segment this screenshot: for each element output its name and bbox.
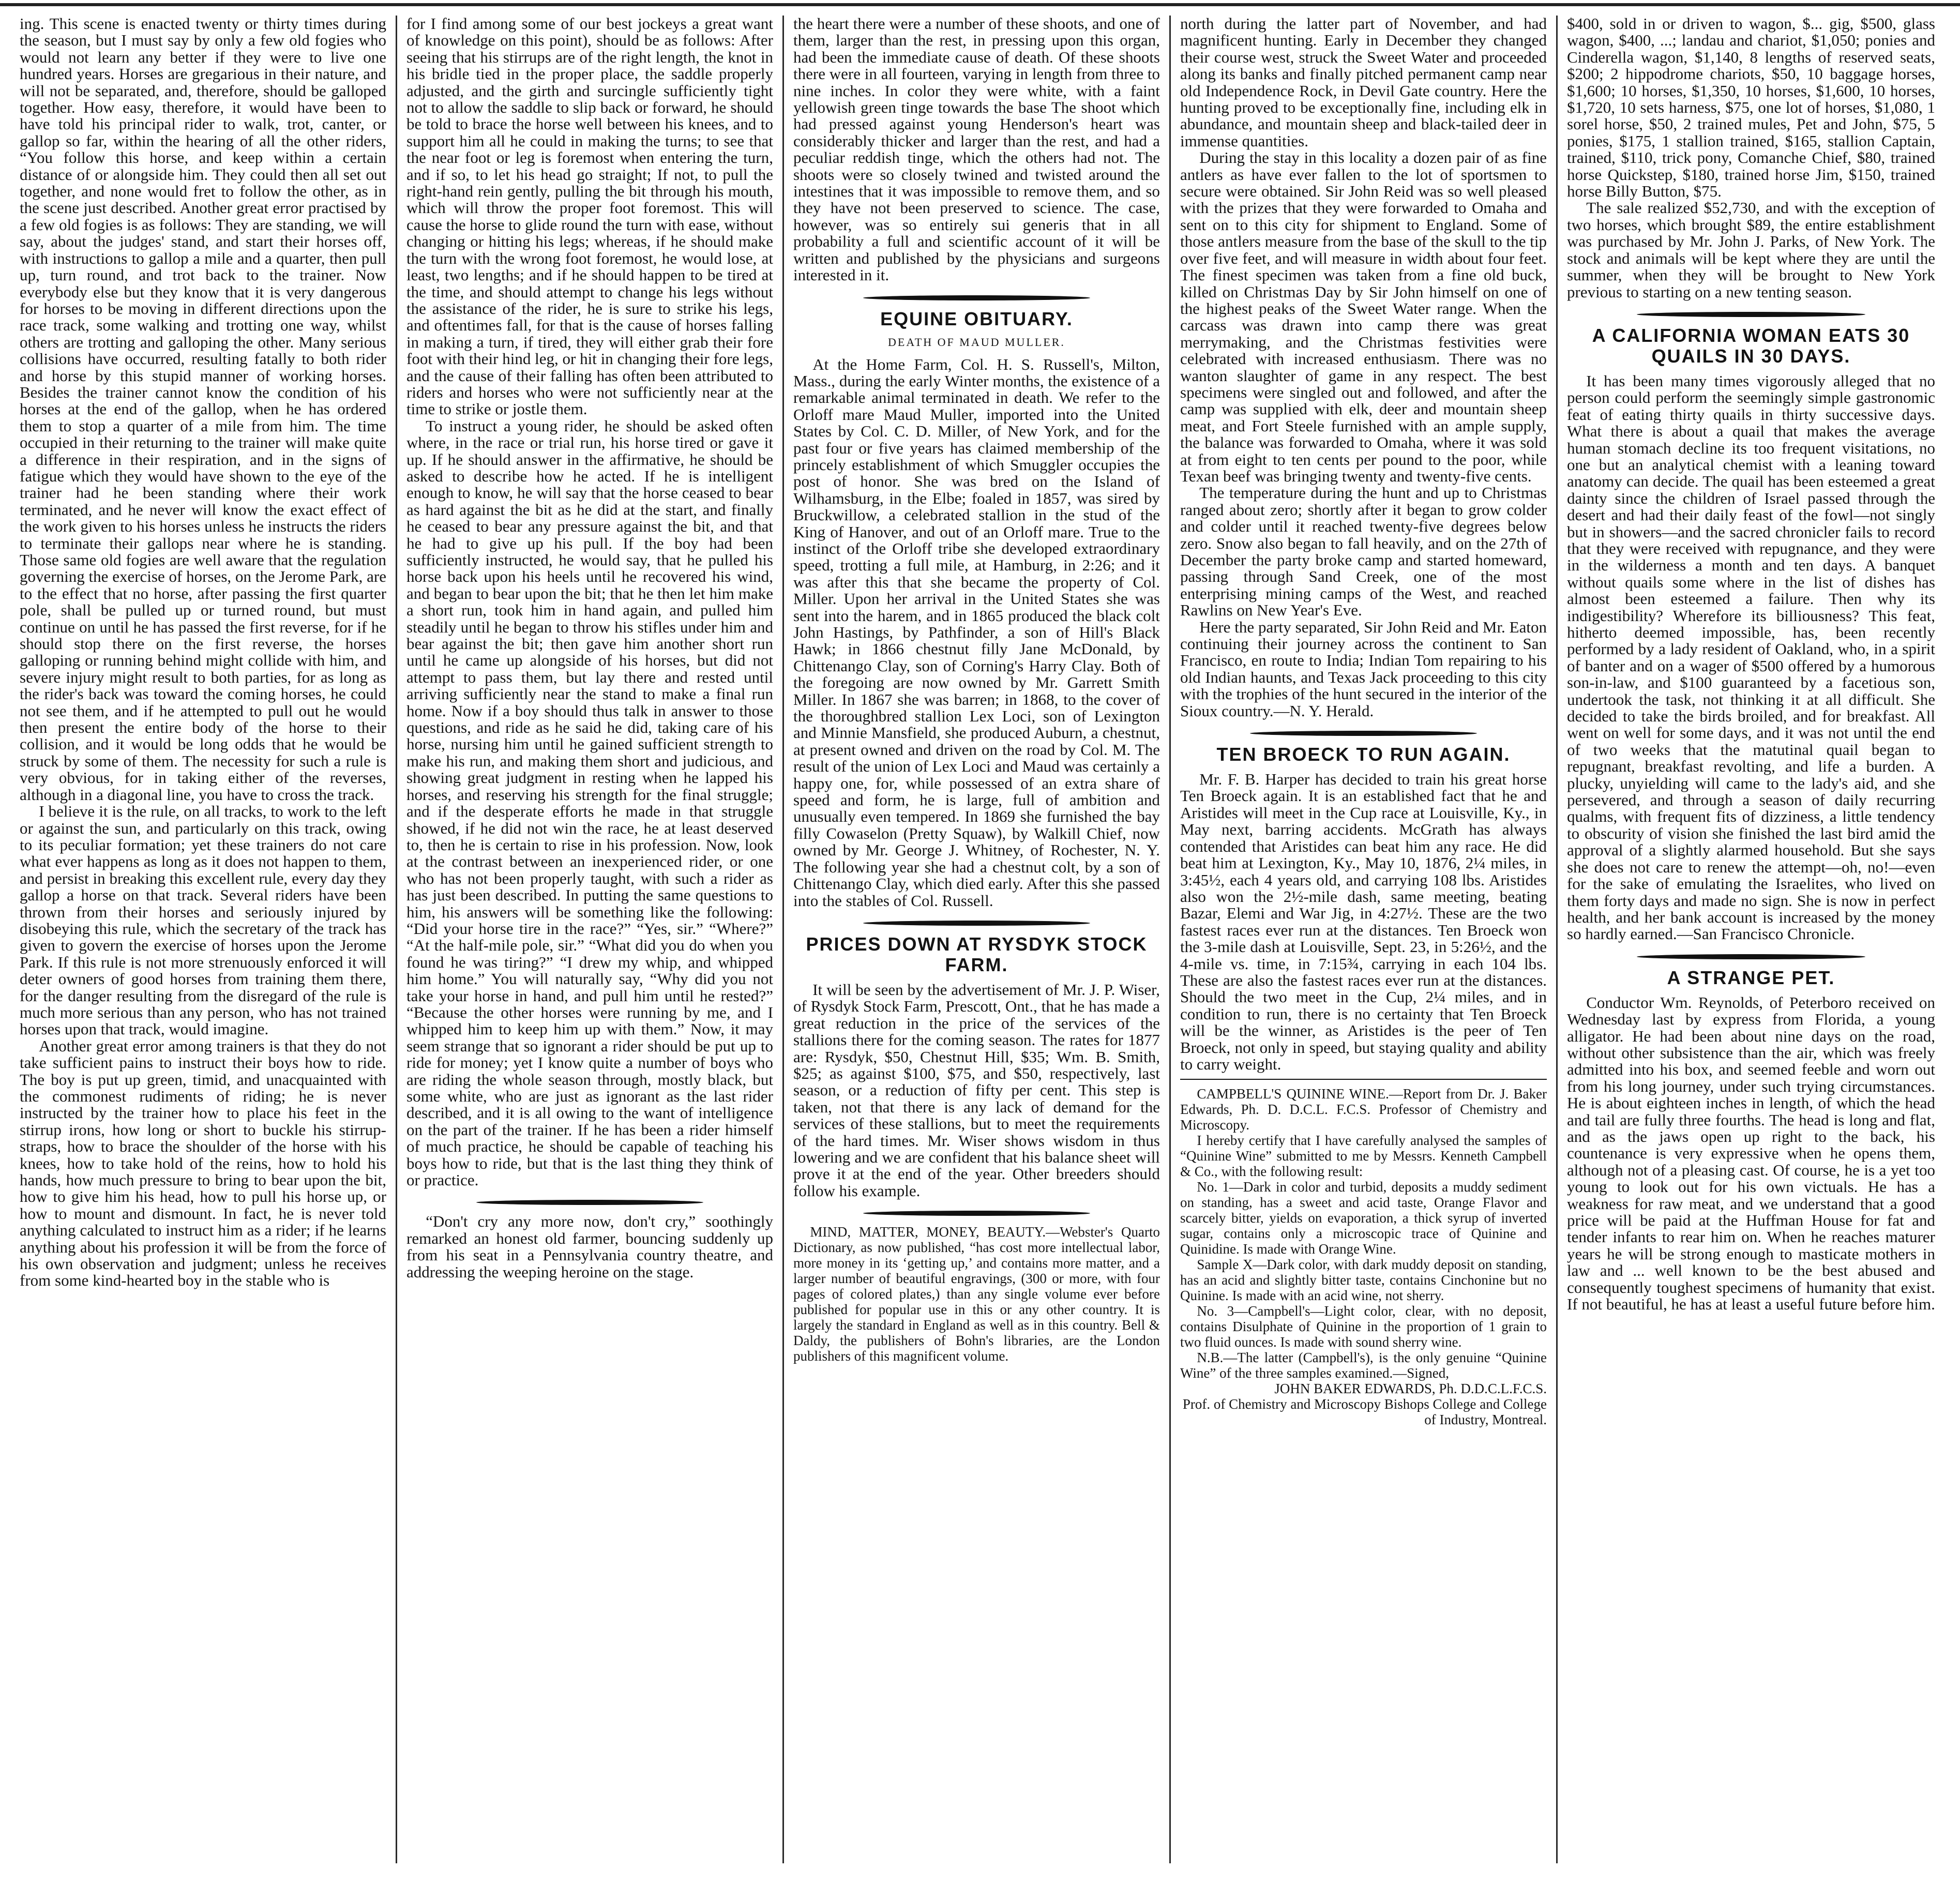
divider	[1180, 1079, 1547, 1080]
article-text: The temperature during the hunt and up to Christmas ranged about zero; shortly after it began to grow colder and colder until it reached twenty-five degrees below zero. Snow also began to fall heavily, and on the 27th of December the party broke camp and started homeward, passing through Sand Creek, one of the most enterprising mining camps of the West, and reached Rawlins on New Year's Eve.	[1180, 484, 1547, 620]
quinine-line: I hereby certify that I have carefully analysed the samples of “Quinine Wine” submitted to me by Messrs. Kenneth Campbell & Co., with the following result:	[1180, 1133, 1547, 1180]
article-text: $400, sold in or driven to wagon, $... gig, $500, glass wagon, $400, ...; landau and chariot, $1,050; ponies and Cinderella wagon, $1,140, 8 lengths of reserved seats, $200; 2 hippodrome chariots, $50, 10 baggage horses, $1,600; 10 horses, $1,350, 10 horses, $1,600, 10 horses, $1,720, 10 sets harness, $75, one lot of horses, $1,080, 1 sorel horse, $50, 2 trained mules, Pet and John, $75, 5 ponies, $175, 1 stallion trained, $165, stallion Captain, trained, $110, trick pony, Comanche Chief, $80, trained horse Quickstep, $180, trained horse Jim, $150, trained horse Billy Button, $75.	[1567, 16, 1935, 201]
article-text: for I find among some of our best jockeys a great want of knowledge on this point), should be as follows: After seeing that his stirrups are of the right length, the knot in his bridle tied in the proper place, the saddle properly adjusted, and the girth and surcingle sufficiently tight not to allow the saddle to slip back or forward, he should be told to brace the horse well between his knees, and to support him all he could in making the turns; to see that the near foot or leg is foremost when entering the turn, and if so, to let his head go straight; If not, to pull the right-hand rein gently, pulling the bit through his mouth, which will throw the proper foot foremost. This will cause the horse to glide round the turn with ease, without changing or hitting his legs; whereas, if he should make the turn with the wrong foot foremost, he would lose, at least, two lengths; and if he should happen to be tired at the time, and should attempt to change his legs without the assistance of the rider, he is sure to strike his legs, and oftentimes fall, for that is the cause of horses falling in making a turn, if tired, they will either grab their fore foot with their hind leg, or hit in changing their fore legs, and the cause of their falling has often been attributed to riders and horses who were not sufficiently near at the time to strike or jostle them.	[406, 16, 773, 418]
column-2	[397, 16, 784, 1863]
separator	[793, 921, 1160, 926]
separator	[793, 1211, 1160, 1216]
equine-obituary-text: At the Home Farm, Col. H. S. Russell's, Milton, Mass., during the early Winter months, the existence of a remarkable animal terminated in death. We refer to the Orloff mare Maud Muller, imported into the United States by Col. C. D. Miller, of New York, and for the past four or five years has claimed membership of the princely establishment of which Smuggler occupies the post of honor. She was bred on the Island of Wilhamsburg, in the Elbe; foaled in 1857, was sired by Bruckwillow, a celebrated stallion in the stud of the King of Hanover, and out of an Orloff mare. True to the instinct of the Orloff tribe she developed extraordinary speed, trotting a full mile, at Hamburg, in 2:26; and it was after this that she became the property of Col. Miller. Upon her arrival in the United States she was sent into the harem, and in 1865 produced the black colt John Hastings, by Pathfinder, a son of Hill's Black Hawk; in 1866 chestnut filly Jane McDonald, by Chittenango Clay, son of Corning's Harry Clay. Both of the foregoing are now owned by Mr. Garrett Smith Miller. In 1867 she was barren; in 1868, to the cover of the thoroughbred stallion Lex Loci, son of Lexington and Minnie Mansfield, she produced Auburn, a chestnut, at present owned and driven on the road by Col. M. The result of the union of Lex Loci and Maud was certainly a happy one, for, while possessed of an extra share of speed and form, he is large, full of ambition and unusually even tempered. In 1869 she furnished the bay filly Cowaselon (Pretty Squaw), by Walkill Chief, now owned by Mr. George J. Whitney, of Rochester, N. Y. The following year she had a chestnut colt, by a son of Chittenango Clay, which died early. After this she passed into the stables of Col. Russell.	[793, 355, 1160, 910]
separator	[793, 295, 1160, 300]
article-text: The sale realized $52,730, and with the exception of two horses, which brought $89, the entire establishment was purchased by Mr. John J. Parks, of New York. The stock and animals will be kept where they are until the summer, when they will be brought to New York previous to starting on a new tenting season.	[1567, 199, 1935, 301]
column-3	[784, 16, 1171, 1863]
top-rule	[0, 3, 1960, 6]
strange-pet-text: Conductor Wm. Reynolds, of Peterboro received on Wednesday last by express from Florida, a young alligator. He had been about nine days on the road, without other subsistence than the air, which was freely admitted into his box, and seemed feeble and worn out from his long journey, under such trying circumstances. He is about eighteen inches in length, of which the head and tail are fully three fourths. The head is long and flat, and as the jaws open up right to the back, his countenance is very expressive when he opens them, although not of a pleasing cast. Of course, he is a yet too young to look out for his own victuals. He has a weakness for raw meat, and we understand that a good price will be paid at the Huffman House for fat and tender infants to rear him on. When he reaches maturer years he will be strong enough to masticate mothers in law and ... well known to be the best abused and consequently toughest specimens of humanity that exist. If not beautiful, he has at least a useful future before him.	[1567, 993, 1935, 1314]
article-text: I believe it is the rule, on all tracks, to work to the left or against the sun, and particularly on this track, owing to its peculiar formation; yet these trainers do not care what ever happens as long as it does not happen to them, and persist in breaking this excellent rule, every day they gallop a horse on that track. Several riders have been thrown from their horses and seriously injured by disobeying this rule, which the secretary of the track has given to govern the exercise of horses upon the Jerome Park. If this rule is not more strenuously enforced it will deter owners of good horses from training them there, for the danger resulting from the disregard of the rule is much more serious than any person, who has not trained horses upon that track, would imagine.	[20, 802, 386, 1038]
separator	[406, 1200, 773, 1205]
headline-ten-broeck: TEN BROECK TO RUN AGAIN.	[1216, 744, 1511, 765]
prices-down-text: It will be seen by the advertisement of Mr. J. P. Wiser, of Rysdyk Stock Farm, Prescott, Ont., that he has made a great reduction in the price of the services of the stallions there for the coming season. The rates for 1877 are: Rysdyk, $50, Chestnut Hill, $35; Wm. B. Smith, $25; as against $100, $75, and $50, respectively, last season, or a reduction of fifty per cent. This step is taken, not that there is any lack of demand for the services of these stallions, but to meet the requirements of the hard times. Mr. Wiser shows wisdom in thus lowering and we are confident that his balance sheet will prove it at the end of the year. Other breeders should follow his example.	[793, 980, 1160, 1200]
article-text: Here the party separated, Sir John Reid and Mr. Eaton continuing their journey across the continent to San Francisco, en route to India; Indian Tom repairing to his old Indian haunts, and Texas Jack proceeding to this city with the trophies of the hunt secured in the interior of the Sioux country.—N. Y. Herald.	[1180, 617, 1547, 720]
dictionary-notice: MIND, MATTER, MONEY, BEAUTY.—Webster's Quarto Dictionary, as now published, “has cost more intellectual labor, more money in its ‘getting up,’ and contains more matter, and a larger number of beautiful engravings, (300 or more, with four pages of colored plates,) than any single volume ever before published for popular use in this or any other country. It is largely the standard in England as well as in this country. Bell & Daldy, the publishers of Bohn's libraries, are the London publishers of this magnificent volume.	[793, 1224, 1160, 1364]
quinine-line: N.B.—The latter (Campbell's), is the only genuine “Quinine Wine” of the three samples examined.—Signed,	[1180, 1350, 1547, 1381]
article-text: Another great error among trainers is that they do not take sufficient pains to instruct their boys how to ride. The boy is put up green, timid, and unacquainted with the commonest rudiments of riding; he is never instructed by the trainer how to place his feet in the stirrup irons, how long or short to buckle his stirrup-straps, how to brace the shoulder of the horse with his knees, how to take hold of the reins, how to hold his hands, how much pressure to bring to bear upon the bit, how to give him his head, how to pull his horse up, or how to mount and dismount. In fact, he is never told anything calculated to instruct him as a rider; if he learns anything about his profession it will be from the force of his own observation and judgment; unless he receives from some kind-hearted boy in the stable who is	[20, 1036, 386, 1290]
separator	[1180, 731, 1547, 736]
separator	[1567, 312, 1935, 317]
quinine-line: Sample X—Dark color, with dark muddy deposit on standing, has an acid and slightly bitter taste, contains Cinchonine but no Quinine. Is made with an acid wine, not sherry.	[1180, 1257, 1547, 1304]
subhead-maud-muller: DEATH OF MAUD MULLER.	[888, 335, 1065, 349]
separator	[1567, 954, 1935, 959]
quinine-line: No. 3—Campbell's—Light color, clear, with no deposit, contains Disulphate of Quinine in the proportion of 1 grain to two fluid ounces. Is made with sound sherry wine.	[1180, 1303, 1547, 1350]
headline-prices-down: PRICES DOWN AT RYSDYK STOCK FARM.	[806, 933, 1148, 975]
quinine-intro: CAMPBELL'S QUININE WINE.—Report from Dr. J. Baker Edwards, Ph. D. D.C.L. F.C.S. Professor of Chemistry and Microscopy.	[1180, 1086, 1547, 1133]
headline-strange-pet: A STRANGE PET.	[1667, 967, 1835, 988]
column-1	[10, 16, 397, 1863]
article-text: During the stay in this locality a dozen pair of as fine antlers as have ever fallen to the lot of sportsmen to secure were obtained. Sir John Reid was so well pleased with the prizes that they were forwarded to Omaha and sent on to this city for shipment to England. Some of those antlers measure from the base of the skull to the tip over five feet, and will measure in width about four feet. The finest specimen was taken from a fine old buck, killed on Christmas Day by Sir John himself on one of the highest peaks of the Sweet Water range. When the carcass was drawn into camp there was great merrymaking, and the Christmas festivities were celebrated with increased enthusiasm. There was no wanton slaughter of game in any respect. The best specimens were singled out and followed, and after the camp was supplied with elk, deer and mountain sheep meat, and Fort Steele furnished with an ample supply, the balance was forwarded to Omaha, where it was sold at from eight to ten cents per pound to the poor, while Texan beef was bringing twenty and twenty-five cents.	[1180, 148, 1547, 485]
california-woman-text: It has been many times vigorously alleged that no person could perform the seemingly simple gastronomic feat of eating thirty quails in thirty successive days. What there is about a quail that makes the average human stomach decline its too frequent visitations, no one but an analytical chemist with a leaning toward anatomy can decide. The quail has been esteemed a great dainty since the children of Israel passed through the desert and had their daily feast of the fowl—not singly but in showers—and the sacred chronicler fails to record that they were received with repugnance, and they were in the wilderness a month and ten days. A banquet without quails some where in the list of dishes has almost been esteemed a failure. Then why its indigestibility? Wherefore its billiousness? This feat, hitherto deemed impossible, has, been recently performed by a lady resident of Oakland, who, in a spirit of banter and on a wager of $500 offered by a humorous son-in-law, and $100 guaranteed by a facetious son, undertook the task, not thinking it at all difficult. She decided to take the birds broiled, and for breakfast. All went on well for some days, and it was not until the end of two weeks that the matutinal quail began to repugnant, breakfast revolting, and life a burden. A plucky, unyielding will came to the lady's aid, and she persevered, and through a season of daily recurring qualms, with frequent fits of dizziness, a little tendency to obscurity of vision she finished the last bird amid the approval of a slightly alarmed household. But she says she does not care to renew the attempt—oh, no!—even for the sake of emulating the Israelites, who lived on them forty days and made no sign. She is now in perfect health, and her bank account is increased by the money so hardly earned.—San Francisco Chronicle.	[1567, 371, 1935, 943]
anecdote-text: “Don't cry any more now, don't cry,” soothingly remarked an honest old farmer, bouncing suddenly up from his seat in a Pennsylvania country theatre, and addressing the weeping heroine on the stage.	[406, 1212, 773, 1281]
article-text: the heart there were a number of these shoots, and one of them, larger than the rest, in pressing upon this organ, had been the immediate cause of death. Of these shoots there were in all fourteen, varying in length from three to nine inches. In color they were white, with a faint yellowish green tinge towards the base The shoot which had pressed against young Henderson's heart was considerably thicker and larger than the rest, and had a peculiar reddish tinge, which the others had not. The shoots were so closely twined and twisted around the intestines that it was impossible to remove them, and so they have not been preserved to science. The case, however, was so entirely sui generis that in all probability a full and scientific account of it will be written and published by the physicians and surgeons interested in it.	[793, 16, 1160, 284]
quinine-signature-title: Prof. of Chemistry and Microscopy Bishops College and College of Industry, Montreal.	[1182, 1396, 1547, 1428]
article-text: To instruct a young rider, he should be asked often where, in the race or trial run, his horse tired or gave it up. If he should answer in the affirmative, he should be asked to describe how he acted. If he is intelligent enough to know, he will say that the horse ceased to bear as hard against the bit as he did at the start, and finally he ceased to bear any pressure against the bit, and that he had to give up his pull. If the boy had been sufficiently instructed, he would say, that he pulled his horse back upon his heels until he recovered his wind, and began to bear upon the bit; that he then let him make a short run, took him in hand again, and pulled him steadily until he began to throw his stifles under him and bear against the bit; then gave him another short run until he came up alongside of his horses, but did not attempt to pass them, but lay there and rested until arriving sufficiently near the stand to make a final run home. Now if a boy should thus talk in answer to those questions, and ride as he said he did, taking care of his horse, nursing him until he gained sufficient strength to make his run, and making them short and judicious, and showing great judgment in resting when he lapped his horses, and reserving his strength for the final struggle; and if the desperate efforts he made in that struggle showed, if he did not win the race, he at least deserved to, then he is certain to rise in his profession. Now, look at the contrast between an inexperienced rider, or one who has not been properly taught, with such a rider as has just been described. In putting the same questions to him, his answers will be something like the following: “Did your horse tire in the race?” “Yes, sir.” “Where?” “At the half-mile pole, sir.” “What did you do when you found he was tiring?” “I drew my whip, and whipped him home.” You will naturally say, “Why did you not take your horse in hand, and pull him until he rested?” “Because the other horses were running by me, and I whipped him to keep him up with them.” Now, it may seem strange that so ignorant a rider should be put up to ride for money; yet I know quite a number of boys who are riding the whole season through, mostly black, but some white, who are just as ignorant as the last rider described, and it is all owing to the want of intelligence on the part of the trainer. If he has been a rider himself of much practice, he should be capable of teaching his boys how to ride, but that is the last thing they think of or practice.	[406, 416, 773, 1189]
article-text: north during the latter part of November, and had magnificent hunting. Early in December they changed their course west, struck the Sweet Water and proceeded along its banks and finally pitched permanent camp near old Independence Rock, in Devil Gate country. Here the hunting proved to be exceptionally fine, including elk in abundance, and mountain sheep and black-tailed deer in immense quantities.	[1180, 16, 1547, 150]
column-5	[1558, 16, 1944, 1863]
quinine-line: No. 1—Dark in color and turbid, deposits a muddy sediment on standing, has a sweet and acid taste, Orange Flavor and scarcely bitter, yields on evaporation, a thick syrup of inverted sugar, contains only a microscopic trace of Quinine and Quinidine. Is made with Orange Wine.	[1180, 1179, 1547, 1257]
headline-equine-obituary: EQUINE OBITUARY.	[880, 308, 1073, 329]
columns	[10, 16, 1944, 1863]
ten-broeck-text: Mr. F. B. Harper has decided to train his great horse Ten Broeck again. It is an established fact that he and Aristides will meet in the Cup race at Louisville, Ky., in May next, barring accidents. McGrath has always contended that Aristides can beat him any race. He did beat him at Lexington, Ky., May 10, 1876, 2¼ miles, in 3:45½, each 4 years old, and carrying 108 lbs. Aristides also won the 2½-mile dash, same meeting, beating Bazar, Elemi and War Jig, in 4:27½. These are the two fastest races ever run at the distances. Ten Broeck won the 3-mile dash at Louisville, Sept. 23, in 5:26½, and the 4-mile vs. time, in 7:15¾, carrying in each 104 lbs. These are also the fastest races ever run at the distances. Should the two meet in the Cup, 2¼ miles, and in condition to run, there is no certainty that Ten Broeck will be the winner, as Aristides is the peer of Ten Broeck, not only in speed, but staying quality and ability to carry weight.	[1180, 770, 1547, 1073]
headline-california-woman: A CALIFORNIA WOMAN EATS 30 QUAILS IN 30 DAYS.	[1592, 324, 1910, 367]
column-4	[1171, 16, 1558, 1863]
quinine-signature: JOHN BAKER EDWARDS, Ph. D.D.C.L.F.C.S.	[1274, 1381, 1547, 1397]
article-text: ing. This scene is enacted twenty or thirty times during the season, but I must say by only a few old fogies who would not learn any better if they were to live one hundred years. Horses are gregarious in their nature, and will not be separated, and, therefore, should be galloped together. How easy, therefore, it would have been to have told his principal rider to walk, trot, canter, or gallop so far, within the hearing of all the other riders, “You follow this horse, and keep within a certain distance of or alongside him. They could then all set out together, and none would fret to follow the other, as in the scene just described. Another great error practised by a few old fogies is as follows: They are standing, we will say, about the judges' stand, and start their horses off, with instructions to gallop a mile and a quarter, then pull up, turn round, and trot back to the trainer. Now everybody else but they know that it is very dangerous for horses to be moving in different directions upon the race track, some walking and trotting one way, whilst others are trotting and galloping the other. Many serious collisions have occurred, resulting fatally to both rider and horse by this stupid manner of working horses. Besides the trainer cannot know the condition of his horses at the end of the gallop, when he has ordered them to stop a quarter of a mile from him. The time occupied in their returning to the trainer will make quite a difference in their respiration, and in the signs of fatigue which they would have shown to the eye of the trainer had he been standing where their work terminated, and he never will know the exact effect of the work given to his horses unless he instructs the riders to terminate their gallops near where he is standing. Those same old fogies are well aware that the regulation governing the exercise of horses, on the Jerome Park, are to the effect that no horse, after passing the first quarter pole, shall be pulled up or turned round, but must continue on until he has passed the first reverse, for if he should stop there on the first reverse, the horses galloping or running behind might collide with him, and severe injury might result to both parties, for as long as the rider's back was toward the coming horses, he could not see them, and if he attempted to pull out he would then present the entire body of the horse to their collision, and it would be long odds that he would be struck by some of them. The necessity for such a rule is very obvious, for in taking either of the reverses, although in a diagonal line, you have to cross the track.	[20, 16, 386, 804]
